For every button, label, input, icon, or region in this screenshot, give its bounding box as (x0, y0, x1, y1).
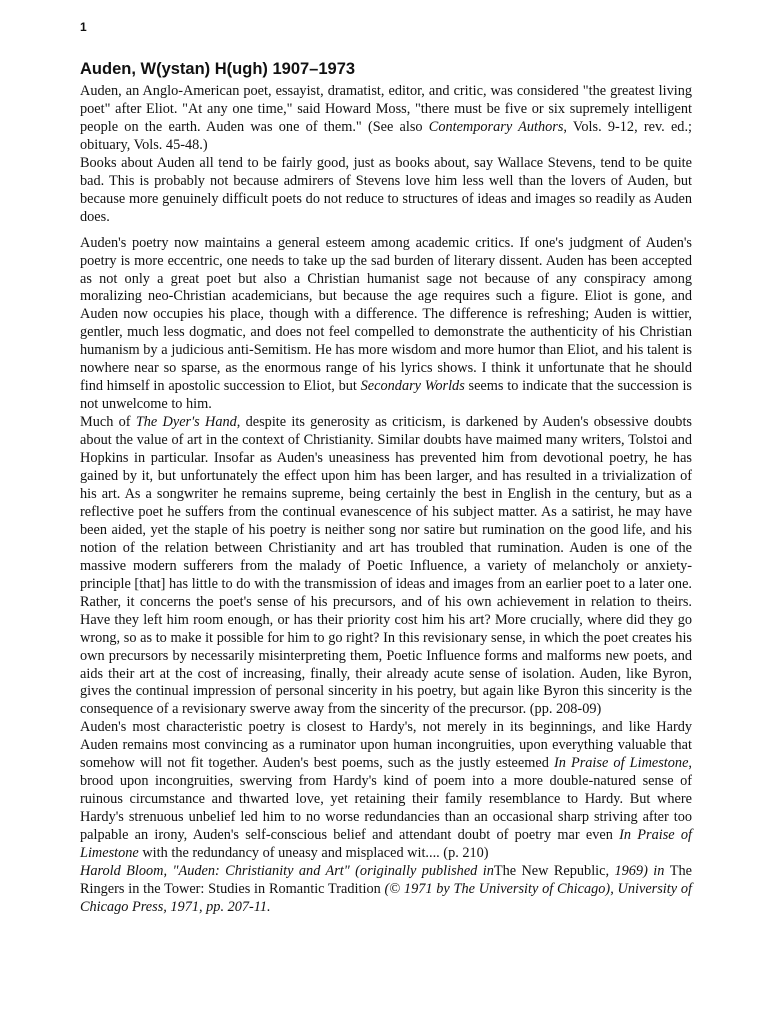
book-title-secondary-worlds: Secondary Worlds (360, 378, 465, 395)
intro-text-b: , Vols. 9-12, rev. ed.; obituary, Vols. 45-48.) (80, 118, 692, 153)
article-title: Auden, W(ystan) H(ugh) 1907–1973 (80, 60, 356, 78)
intro-text-a: Auden, an Anglo-American poet, essayist, dramatist, editor, and critic, was considered "the greatest living poet" after Eliot. "At any one time," said Howard Moss, "there must be five or six supremely intelligent people on the earth. Auden was one of them." (See also (80, 83, 692, 135)
dyers-text-b: , despite its generosity as criticism, is darkened by Auden's obsessive doubts about the value of art in the context of Christianity. Similar doubts have maimed many writers, Tolstoi and Hopkins in particular. Insofar as Auden's uneasiness has prevented him from devotional poetry, he has gained by it, but unfortunately the effect upon him has been larger, and has resulted in a trivialization of his art. As a songwriter he remains supreme, being certainly the best in English in the century, but as a reflective poet he suffers from the continual evanescence of his subject matter. As a satirist, he may have been aided, yet the staple of his poetry is neither song nor satire but rumination on the good life, and his notion of the relation between Christianity and art has troubled that rumination. Auden is one of the massive modern sufferers from the malady of Poetic Influence, a variety of melancholy or anxiety-principle [that] has little to do with the transmission of ideas and images from an earlier poet to a later one. Rather, it concerns the poet's sense of his precursors, and of his own achievement in relation to theirs. Have they left him room enough, or has their priority cost him his art? More crucially, where did they go wrong, so as to make it possible for him to go right? In this revisionary sense, in which the poet creates his own precursors by necessarily misinterpreting them, Poetic Influence forms and malforms new poets, and aids their art at the cost of increasing, finally, their already acute sense of isolation. Auden, like Byron, gives the continual impression of personal sincerity in his poetry, but again like Byron this sincerity is the consequence of a revisionary swerve away from the sincerity of the precursor. (pp. 208-09) (80, 414, 692, 718)
hardy-text-a: Auden's most characteristic poetry is closest to Hardy's, not merely in its beginnings, and like Hardy Auden remains most convincing as a ruminator upon human incongruities, upon everything valuable that somehow will not fit together. Auden's best poems, such as the justly esteemed (80, 719, 692, 772)
book-title-dyers-hand: The Dyer's Hand (135, 414, 237, 431)
hardy-text-b: , brood upon incongruities, swerving from Hardy's kind of poem into a more double-natured sense of ruinous circumstance and thwarted love, yet retaining their family resemblance to Hardy. But where Hardy's strenuous unbelief led him to no worse redundancies than an occasional sharp striving after too palpable an irony, Auden's self-conscious belief and attendant doubt of poetry mar even (80, 755, 692, 844)
citation-journal: The New Republic (493, 862, 606, 879)
esteem-text-a: Auden's poetry now maintains a general esteem among academic critics. If one's judgment of Auden's poetry is more eccentric, one needs to take up the sad burden of literary dissent. Auden has been accepted as not only a great poet but also a Christian humanist sage not because of any conspiracy among moralizing neo-Christian academicians, but because the age requires such a figure. Eliot is gone, and Auden now occupies his place, though with a difference. The difference is refreshing; Auden is wittier, gentler, much less dogmatic, and does not feel compelled to demonstrate the authenticity of his Christian humanism by a judicious anti-Semitism. He has more wisdom and more humor than Eliot, and his talent is nowhere near so sparse, as the enormous range of his lyrics shows. I think it unfortunate that he should find himself in apostolic succession to Eliot, but (80, 234, 692, 395)
paragraph-dyers-hand (80, 414, 692, 719)
hardy-text-c: with the redundancy of uneasy and misplaced wit.... (p. 210) (138, 845, 489, 862)
paragraph-books-about-auden: Books about Auden all tend to be fairly good, just as books about, say Wallace Stevens, tend to be quite bad. This is probably not because admirers of Stevens love him less well than the lovers of Auden, but because more genuinely difficult poets do not reduce to structures of ideas and images so readily as Auden does. (80, 154, 692, 225)
esteem-text-b: seems to indicate that the succession is not unwelcome to him. (80, 378, 692, 413)
intro-paragraph (80, 83, 692, 155)
citation-book-title: The Ringers in the Tower: Studies in Romantic Tradition (80, 862, 692, 897)
poem-title-limestone-1: In Praise of Limestone (553, 755, 689, 772)
paragraph-general-esteem (80, 235, 692, 415)
dyers-text-a: Much of (80, 414, 136, 431)
poem-title-limestone-2: In Praise of Limestone (80, 827, 692, 862)
citation-text-a: Harold Bloom, "Auden: Christianity and Art" (originally published in (80, 862, 494, 879)
source-citation (80, 863, 692, 917)
paragraph-hardy (80, 719, 692, 863)
intro-book-title: Contemporary Authors (428, 118, 564, 135)
article (80, 58, 692, 917)
citation-text-c: (© 1971 by The University of Chicago), University of Chicago Press, 1971, pp. 207-11. (80, 880, 692, 915)
page-number: 1 (80, 20, 87, 34)
citation-text-b: , 1969) in (605, 862, 670, 879)
